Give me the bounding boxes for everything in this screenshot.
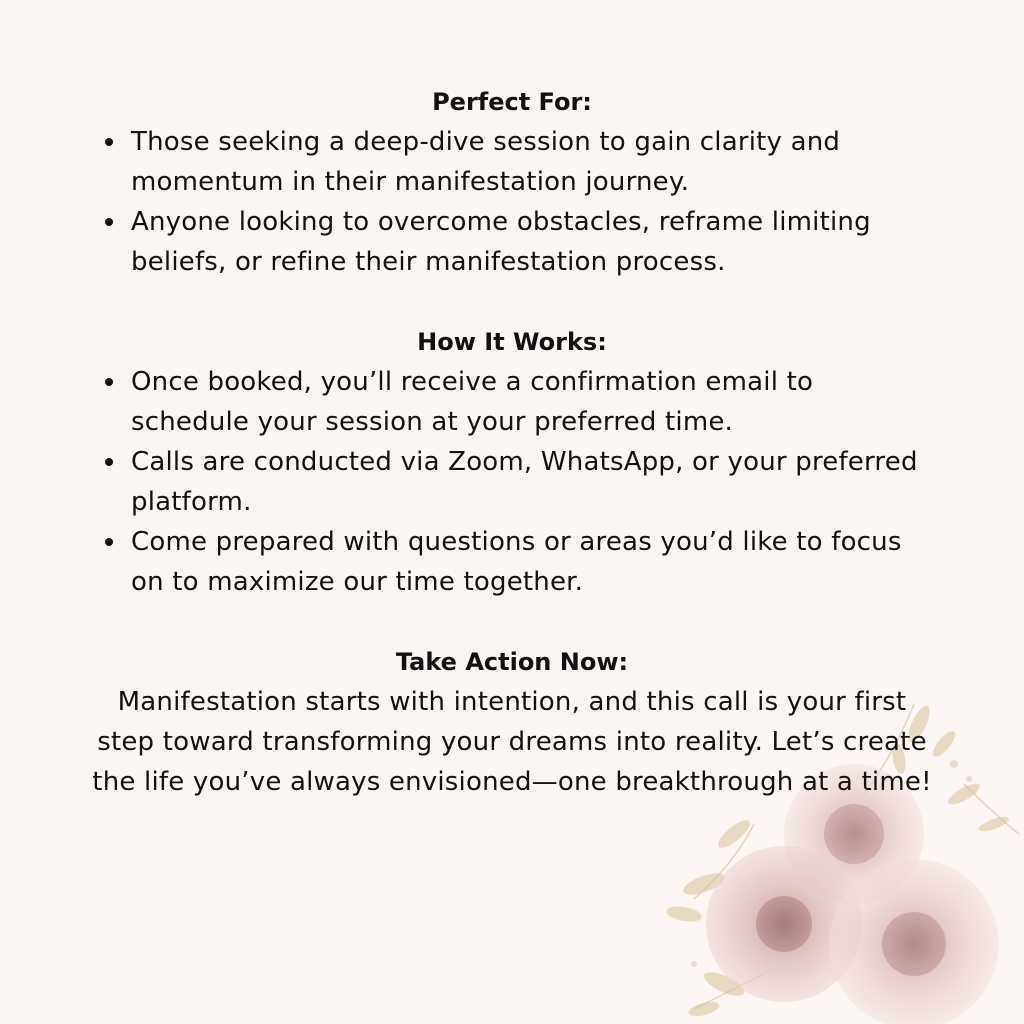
- bullet-list: [0, 362, 931, 602]
- closing-paragraph: Manifestation starts with intention, and this call is your first step toward transforming your dreams into reality. Let’s create the life you’ve always envisioned—one breakthrough at a time!: [92, 687, 932, 797]
- section-take-action: [0, 642, 1024, 802]
- bullet-icon: [105, 538, 113, 546]
- section-heading: How It Works:: [417, 328, 607, 356]
- bullet-list: [0, 122, 931, 282]
- list-item-text: Those seeking a deep-dive session to gain clarity and momentum in their manifestation journey.: [131, 127, 841, 197]
- list-item: [131, 122, 931, 202]
- list-item-text: Come prepared with questions or areas you’d like to focus on to maximize our time together.: [131, 527, 902, 597]
- section-heading: Take Action Now:: [395, 648, 629, 676]
- list-item-text: Anyone looking to overcome obstacles, reframe limiting beliefs, or refine their manifestation process.: [131, 207, 871, 277]
- rose-icon: [829, 859, 999, 1024]
- bullet-icon: [105, 378, 113, 386]
- section-how-it-works: [0, 322, 1024, 602]
- list-item: [131, 362, 931, 442]
- section-spacer: [0, 282, 1024, 322]
- list-item: [131, 522, 931, 602]
- list-item-text: Once booked, you’ll receive a confirmation email to schedule your session at your preferred time.: [131, 367, 814, 437]
- list-item: [131, 442, 931, 522]
- section-heading: Perfect For:: [432, 88, 592, 116]
- page-content: [0, 82, 1024, 802]
- bullet-icon: [105, 458, 113, 466]
- bullet-icon: [105, 138, 113, 146]
- bullet-icon: [105, 218, 113, 226]
- list-item: [131, 202, 931, 282]
- section-spacer: [0, 602, 1024, 642]
- section-perfect-for: [0, 82, 1024, 282]
- list-item-text: Calls are conducted via Zoom, WhatsApp, or your preferred platform.: [131, 447, 918, 517]
